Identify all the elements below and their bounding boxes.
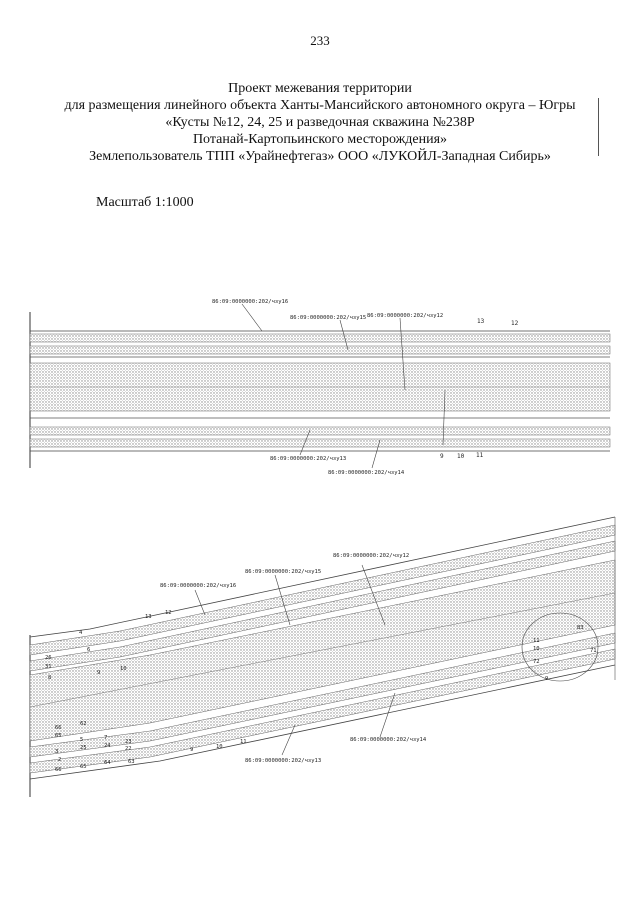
point-label: 62 xyxy=(80,721,87,727)
point-label: 10 xyxy=(120,666,127,672)
parcel-label: 86:09:0000000:202/чзу14 xyxy=(328,470,405,476)
point-label: 9 xyxy=(190,747,194,753)
point-label: 13 xyxy=(477,318,485,325)
corridor-strip xyxy=(30,439,610,447)
point-label: 65 xyxy=(55,733,62,739)
point-label: 9 xyxy=(97,670,101,676)
point-label: 11 xyxy=(240,739,247,745)
point-label: 26 xyxy=(45,655,52,661)
title-line: Потанай-Картопьинского месторождения» xyxy=(192,132,448,147)
point-label: 10 xyxy=(457,453,465,460)
point-label: 22 xyxy=(125,746,132,752)
point-label: 63 xyxy=(128,759,135,765)
point-label: 6 xyxy=(87,647,91,653)
document-title xyxy=(0,80,640,165)
point-label: 3 xyxy=(55,749,59,755)
point-label: 25 xyxy=(80,745,87,751)
point-label: 8 xyxy=(48,675,52,681)
land-survey-map-bottom xyxy=(0,505,640,805)
parcel-label: 86:09:0000000:202/чзу16 xyxy=(212,299,289,305)
point-label: 31 xyxy=(45,664,52,670)
parcel-label: 86:09:0000000:202/чзу12 xyxy=(333,553,410,559)
point-label: 24 xyxy=(104,743,111,749)
corridor-strip xyxy=(30,427,610,435)
point-label: 66 xyxy=(55,725,62,731)
point-label: 4 xyxy=(79,630,83,636)
point-label: 9 xyxy=(545,676,549,682)
land-survey-map-top xyxy=(0,290,640,490)
point-label: 5 xyxy=(80,737,84,743)
title-line: Проект межевания территории xyxy=(228,81,412,96)
corridor-strip xyxy=(30,346,610,354)
scale-label: Масштаб 1:1000 xyxy=(96,195,194,210)
point-label: 10 xyxy=(216,744,223,750)
point-label: 9 xyxy=(440,453,444,460)
parcel-label: 86:09:0000000:202/чзу14 xyxy=(350,737,427,743)
parcel-label: 86:09:0000000:202/чзу13 xyxy=(245,758,322,764)
point-label: 23 xyxy=(125,739,132,745)
parcel-label: 86:09:0000000:202/чзу15 xyxy=(245,569,322,575)
point-label: 12 xyxy=(511,320,519,327)
point-label: 11 xyxy=(476,452,484,459)
title-line: «Кусты №12, 24, 25 и разведочная скважина №238Р xyxy=(165,115,475,130)
title-line: для размещения линейного объекта Ханты-Мансийского автономного округа – Югры xyxy=(64,98,576,113)
parcel-label: 86:09:0000000:202/чзу16 xyxy=(160,583,237,589)
parcel-label: 86:09:0000000:202/чзу15 xyxy=(290,315,367,321)
point-label: 72 xyxy=(533,659,540,665)
parcel-label: 86:09:0000000:202/чзу13 xyxy=(270,456,347,462)
point-label: 64 xyxy=(104,760,111,766)
page-number: 233 xyxy=(310,33,330,48)
point-label: 66 xyxy=(55,767,62,773)
point-label: 12 xyxy=(165,610,172,616)
margin-line xyxy=(598,98,599,156)
point-label: 10 xyxy=(533,646,540,652)
parcel-label: 86:09:0000000:202/чзу12 xyxy=(367,313,444,319)
point-label: 65 xyxy=(80,764,87,770)
point-label: 71 xyxy=(590,648,597,654)
corridor-strip xyxy=(30,334,610,342)
point-label: 7 xyxy=(104,735,108,741)
point-label: 11 xyxy=(533,638,540,644)
point-label: 2 xyxy=(58,757,62,763)
point-label: 13 xyxy=(145,614,152,620)
point-label: 83 xyxy=(577,625,584,631)
title-line: Землепользователь ТПП «Урайнефтегаз» ООО «ЛУКОЙЛ-Западная Сибирь» xyxy=(89,149,551,164)
